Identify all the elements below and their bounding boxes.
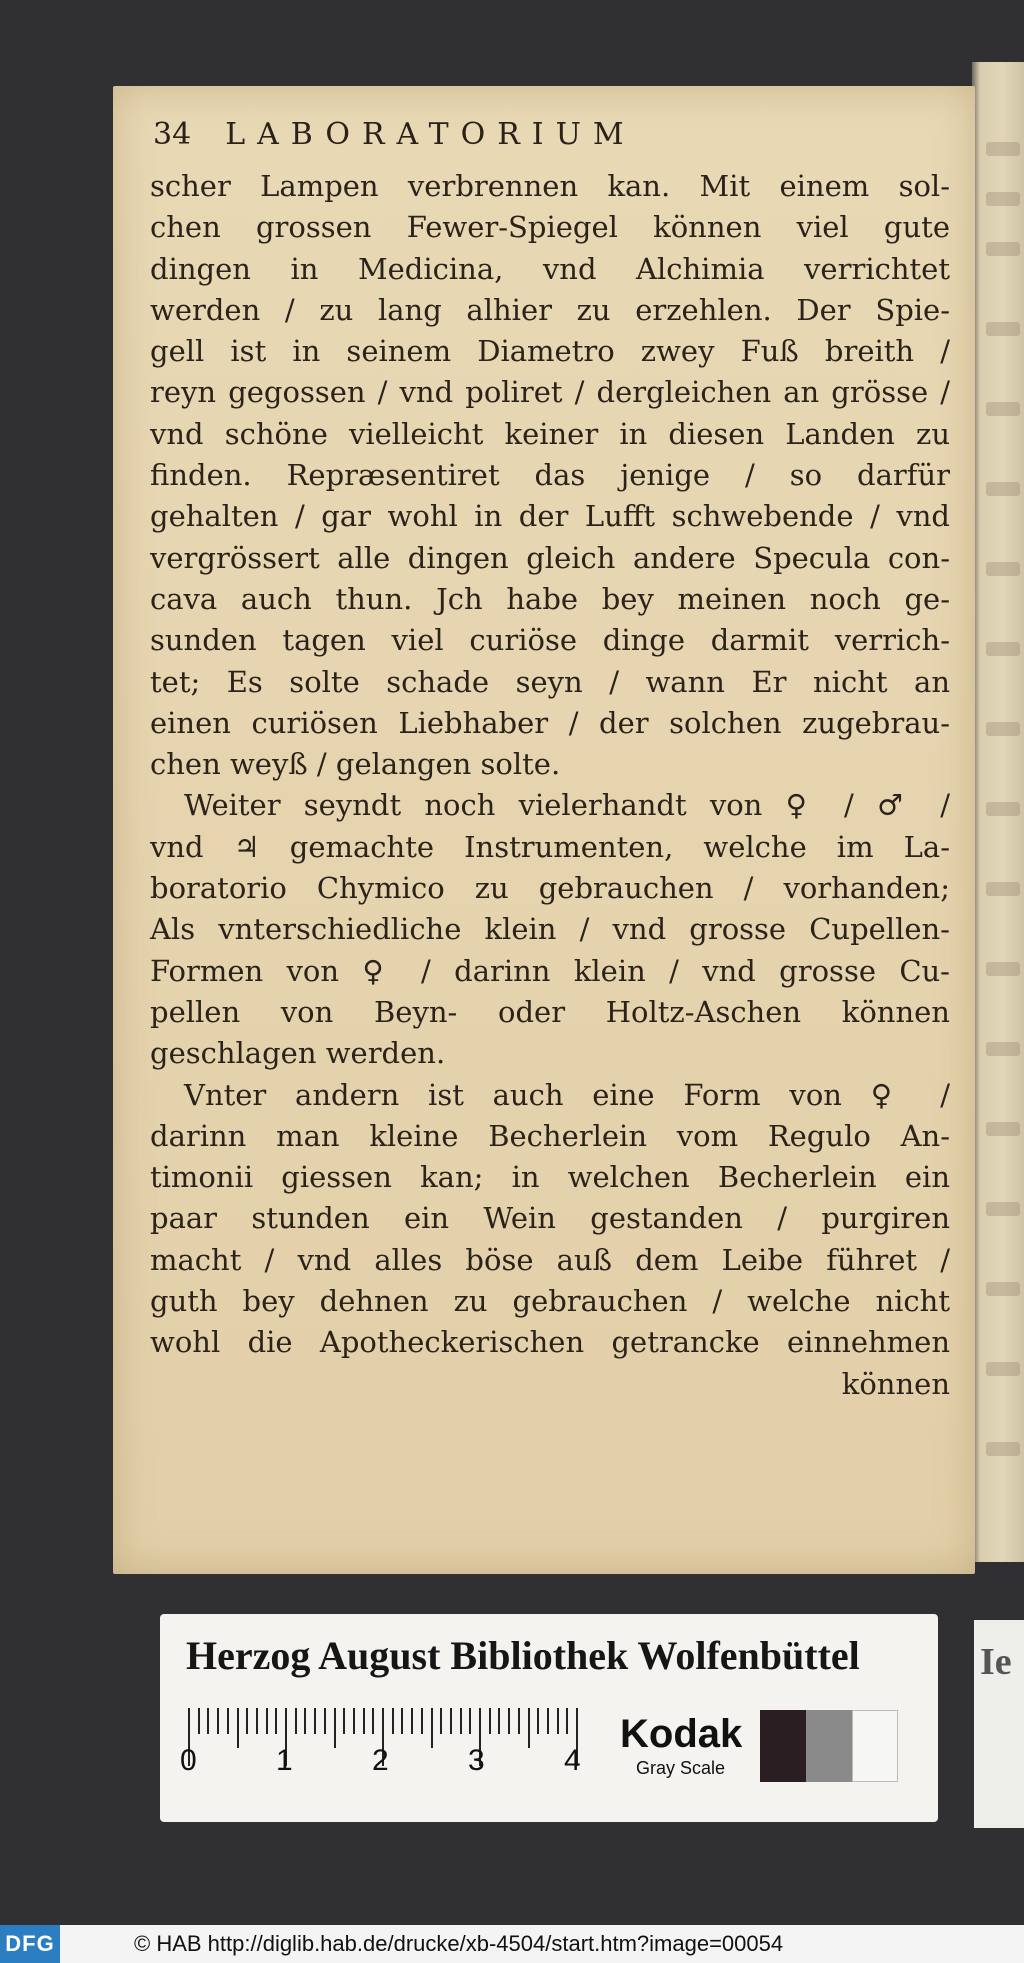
text-line: dingen in Medicina, vnd Alchimia verrichtet — [150, 251, 950, 286]
copyright-link[interactable]: © HAB http://diglib.hab.de/drucke/xb-4504/start.htm?image=00054 — [134, 1931, 784, 1956]
gray-patch-light — [852, 1710, 898, 1782]
text-line: wohl die Apotheckerischen getrancke einnehmen — [150, 1325, 950, 1360]
ruler-tick — [198, 1708, 200, 1734]
ruler-label: 0 — [180, 1744, 197, 1777]
ruler-label: 3 — [468, 1744, 485, 1777]
ruler-tick — [207, 1708, 209, 1734]
gray-scale-label: Gray Scale — [636, 1758, 726, 1778]
page-text — [150, 166, 950, 1405]
text-line: Vnter andern ist auch eine Form von ♀ / — [184, 1077, 950, 1112]
ruler-tick — [237, 1708, 239, 1748]
ruler-tick — [566, 1708, 568, 1734]
catchword: können — [841, 1366, 950, 1401]
text-line: finden. Repræsentiret das jenige / so darfür — [150, 458, 950, 493]
text-line: geschlagen werden. — [150, 1036, 446, 1071]
running-head: LABORATORIUM — [225, 116, 636, 152]
text-line: pellen von Beyn- oder Holtz-Aschen können — [150, 994, 950, 1029]
ruler-tick — [411, 1708, 413, 1734]
text-line: vnd schöne vielleicht keiner in diesen Landen zu — [150, 416, 950, 451]
ruler-tick — [537, 1708, 539, 1734]
adjacent-target-fragment — [974, 1620, 1024, 1828]
ruler-label: 4 — [564, 1744, 581, 1777]
text-line: vergrössert alle dingen gleich andere Specula con- — [150, 540, 950, 575]
dfg-logo: DFG — [0, 1925, 60, 1963]
ruler-tick — [372, 1708, 374, 1734]
ruler-tick — [334, 1708, 336, 1748]
ruler-tick — [528, 1708, 530, 1748]
text-line: einen curiösen Liebhaber / der solchen zugebrau- — [150, 705, 950, 740]
text-line: vnd ♃ gemachte Instrumenten, welche im La- — [150, 829, 950, 864]
fragment-text: Ie — [980, 1641, 1012, 1683]
library-name: Herzog August Bibliothek Wolfenbüttel — [186, 1633, 860, 1678]
text-line: darinn man kleine Becherlein vom Regulo An- — [150, 1118, 950, 1153]
ruler-tick — [324, 1708, 326, 1734]
text-line: boratorio Chymico zu gebrauchen / vorhanden; — [150, 871, 950, 906]
text-line: timonii giessen kan; in welchen Becherlein ein — [150, 1160, 950, 1195]
text-line: tet; Es solte schade seyn / wann Er nicht an — [150, 664, 950, 699]
text-line: chen weyß / gelangen solte. — [150, 747, 561, 782]
text-line: scher Lampen verbrennen kan. Mit einem sol- — [150, 169, 950, 203]
ruler-tick — [489, 1708, 491, 1734]
text-line: chen grossen Fewer-Spiegel können viel gute — [150, 210, 950, 245]
ruler-tick — [392, 1708, 394, 1734]
ruler-label: 2 — [372, 1744, 389, 1777]
ruler-tick — [275, 1708, 277, 1734]
text-line: Als vnterschiedliche klein / vnd grosse Cupellen- — [150, 912, 950, 947]
ruler-tick — [547, 1708, 549, 1734]
text-line: cava auch thun. Jch habe bey meinen noch ge- — [150, 581, 950, 616]
page-number: 34 — [153, 116, 192, 152]
kodak-logo: Kodak — [620, 1712, 743, 1756]
gray-patch-dark — [760, 1710, 806, 1782]
text-line: gell ist in seinem Diametro zwey Fuß breith / — [150, 334, 950, 369]
ruler-tick — [353, 1708, 355, 1734]
ruler-tick — [440, 1708, 442, 1734]
ruler-tick — [421, 1708, 423, 1734]
ruler-tick — [217, 1708, 219, 1734]
footer-bar — [0, 1925, 1024, 1963]
ruler-tick — [227, 1708, 229, 1734]
ruler-tick — [431, 1708, 433, 1748]
ruler-tick — [460, 1708, 462, 1734]
text-line: Weiter seyndt noch vielerhandt von ♀ / ♂ / — [184, 788, 950, 823]
ruler-tick — [266, 1708, 268, 1734]
gray-patch-mid — [806, 1710, 852, 1782]
text-line: macht / vnd alles böse auß dem Leibe führet / — [150, 1242, 950, 1277]
text-line: gehalten / gar wohl in der Lufft schwebende / vnd — [150, 499, 950, 534]
ruler-tick — [304, 1708, 306, 1734]
page-header — [153, 112, 853, 156]
text-line: reyn gegossen / vnd poliret / dergleichen an grösse / — [150, 375, 950, 410]
ruler-label: 1 — [276, 1744, 293, 1777]
ruler-tick — [343, 1708, 345, 1734]
ruler-tick — [401, 1708, 403, 1734]
color-target-card — [160, 1614, 938, 1822]
ruler-tick — [314, 1708, 316, 1734]
ruler-tick — [256, 1708, 258, 1734]
ruler-tick — [498, 1708, 500, 1734]
text-line: guth bey dehnen zu gebrauchen / welche nicht — [150, 1284, 950, 1319]
text-line: Formen von ♀ / darinn klein / vnd grosse Cu- — [150, 953, 950, 988]
ruler-tick — [557, 1708, 559, 1734]
next-page-edge — [972, 62, 1024, 1562]
ruler-tick — [363, 1708, 365, 1734]
ruler-tick — [450, 1708, 452, 1734]
ruler-tick — [295, 1708, 297, 1734]
ruler-tick — [518, 1708, 520, 1734]
text-line: paar stunden ein Wein gestanden / purgiren — [150, 1201, 950, 1236]
ruler-tick — [508, 1708, 510, 1734]
text-line: werden / zu lang alhier zu erzehlen. Der Spie- — [150, 292, 950, 327]
ruler-tick — [246, 1708, 248, 1734]
ruler-tick — [469, 1708, 471, 1734]
text-line: sunden tagen viel curiöse dinge darmit verrich- — [150, 623, 950, 658]
